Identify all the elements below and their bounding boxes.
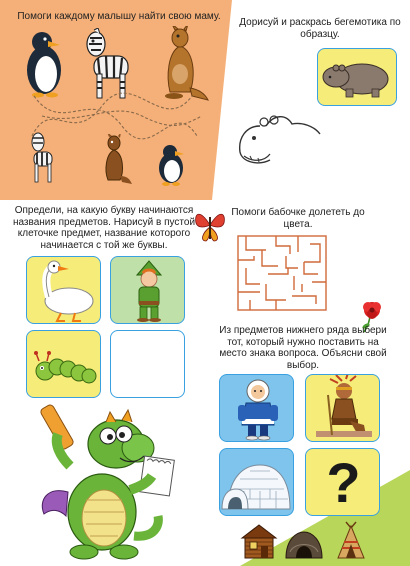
find-mom-instruction: Помоги каждому малышу найти свою маму. [17,11,221,22]
indian-icon [306,375,380,442]
card-goose[interactable] [26,256,101,324]
card-gnome[interactable] [110,256,185,324]
hippo-instruction: Дорисуй и раскрась бегемотика по образцу. [239,17,401,40]
question-mark: ? [326,451,361,514]
card-empty-draw[interactable] [110,330,185,398]
card-indian[interactable] [305,374,380,442]
butterfly-maze-instruction: Помоги бабочке долететь до цвета. [231,207,365,230]
choose-item-instruction: Из предметов нижнего ряда выбери тот, который нужно поставить на место знака вопроса. Объясни свой выбор. [219,325,387,371]
dragon-mascot-icon [30,396,200,562]
log-cabin-icon[interactable] [240,522,278,560]
labyrinth[interactable] [236,234,328,312]
kangaroo-baby-icon[interactable] [96,134,132,184]
eskimo-icon [220,375,294,442]
first-letter-instruction: Определи, на какую букву начинаются названия предметов. Нарисуй в пустой клеточке предмет, название которого начинается с той же буквы. [12,205,196,251]
card-caterpillar[interactable] [26,330,101,398]
dugout-hut-icon[interactable] [284,528,324,560]
zebra-baby-icon[interactable] [28,130,58,186]
card-eskimo[interactable] [219,374,294,442]
card-igloo[interactable] [219,448,294,516]
hippo-sample-icon [322,57,392,99]
hippo-sample-card [317,48,397,106]
butterfly-icon[interactable] [194,205,226,245]
hippo-outline-icon[interactable] [230,112,330,178]
teepee-icon[interactable] [336,520,366,560]
caterpillar-icon [27,331,101,398]
goose-icon [27,257,101,324]
igloo-icon [220,449,294,516]
card-question[interactable] [305,448,380,516]
penguin-baby-icon[interactable] [156,142,186,186]
gnome-icon [111,257,185,324]
